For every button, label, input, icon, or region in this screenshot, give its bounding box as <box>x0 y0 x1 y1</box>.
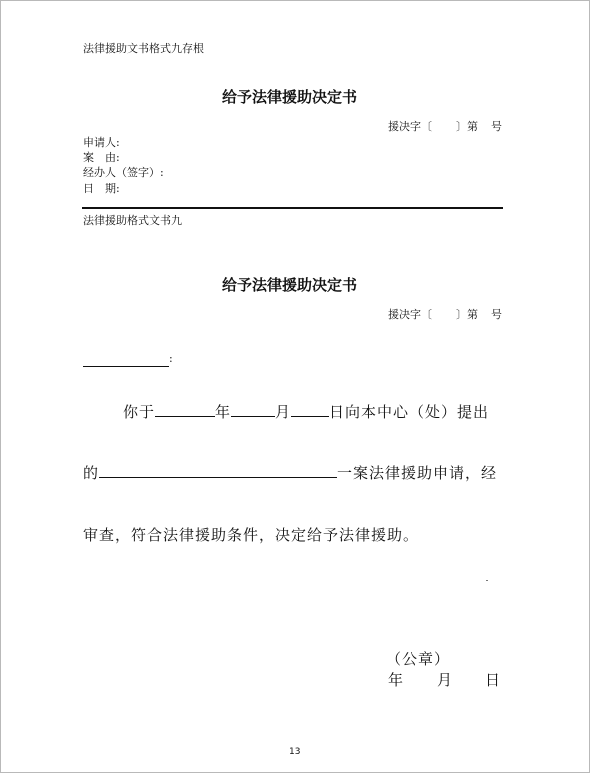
date-year: 年 <box>388 671 405 689</box>
separator-rule <box>82 207 503 209</box>
doc-number-bracket-end: 〕第 <box>456 120 478 133</box>
official-seal-label: （公章） <box>386 650 451 668</box>
text-year: 年 <box>215 403 232 421</box>
form-header: 法律援助格式文书九 <box>83 214 182 227</box>
date-month: 月 <box>437 671 454 689</box>
body-line-1 <box>123 401 489 422</box>
doc-number-bracket-end: 〕第 <box>456 308 478 321</box>
text-day-to-center: 日向本中心（处）提出 <box>329 403 490 421</box>
month-blank <box>231 402 275 417</box>
form-title: 给予法律援助决定书 <box>222 276 358 294</box>
doc-number-suffix: 号 <box>491 308 502 321</box>
doc-number-suffix: 号 <box>491 120 502 133</box>
doc-number-prefix: 援决字〔 <box>388 308 432 321</box>
stub-title: 给予法律援助决定书 <box>222 88 358 106</box>
text-month: 月 <box>275 403 292 421</box>
day-blank <box>291 402 329 417</box>
page-number: 13 <box>289 747 301 757</box>
doc-number-prefix: 援决字〔 <box>388 120 432 133</box>
case-blank <box>99 463 337 478</box>
body-line-2 <box>83 462 497 483</box>
stub-header: 法律援助文书格式九存根 <box>83 42 204 55</box>
text-of: 的 <box>83 464 100 482</box>
stub-date-label: 日 期: <box>83 182 120 195</box>
text-you-on: 你于 <box>123 403 156 421</box>
year-blank <box>155 402 215 417</box>
salutation-colon: : <box>169 352 173 365</box>
body-line-3: 审查，符合法律援助条件，决定给予法律援助。 <box>83 526 420 544</box>
recipient-blank <box>83 352 169 367</box>
scan-speck <box>486 580 488 581</box>
stub-case-label: 案 由: <box>83 151 120 164</box>
stub-handler-label: 经办人（签字）: <box>83 166 164 179</box>
text-case-application: 一案法律援助申请，经 <box>337 464 498 482</box>
stub-applicant-label: 申请人: <box>83 136 120 149</box>
date-day: 日 <box>485 671 502 689</box>
